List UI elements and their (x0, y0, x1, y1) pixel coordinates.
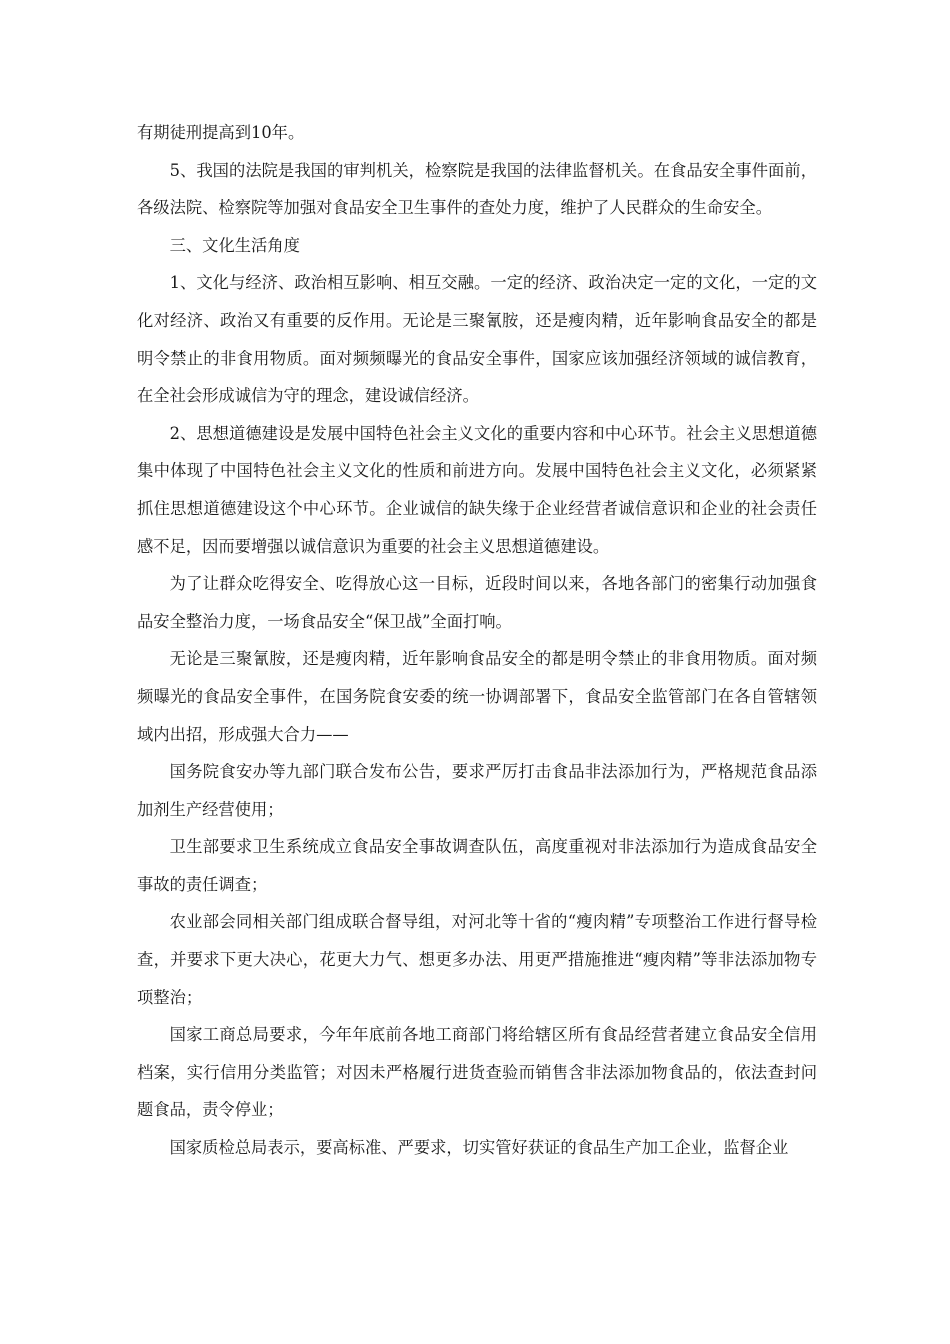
paragraph-10: 农业部会同相关部门组成联合督导组，对河北等十省的“瘦肉精”专项整治工作进行督导检查，并要求下更大决心，花更大力气、想更多办法、用更严措施推进“瘦肉精”等非法添加物专项整治； (137, 912, 817, 1007)
paragraph-2: 5、我国的法院是我国的审判机关，检察院是我国的法律监督机关。在食品安全事件面前，各级法院、检察院等加强对食品安全卫生事件的查处力度，维护了人民群众的生命安全。 (137, 160, 817, 218)
paragraph-1: 有期徒刑提高到10年。 (137, 123, 305, 142)
document-body (137, 114, 817, 1167)
paragraph-9: 卫生部要求卫生系统成立食品安全事故调查队伍，高度重视对非法添加行为造成食品安全事故的责任调查； (137, 837, 817, 894)
paragraph-11: 国家工商总局要求，今年年底前各地工商部门将给辖区所有食品经营者建立食品安全信用档案，实行信用分类监管；对因未严格履行进货查验而销售含非法添加物食品的，依法查封问题食品，责令停业； (137, 1025, 817, 1120)
paragraph-8: 国务院食安办等九部门联合发布公告，要求严厉打击食品非法添加行为，严格规范食品添加剂生产经营使用； (137, 762, 817, 819)
paragraph-7: 无论是三聚氰胺，还是瘦肉精，近年影响食品安全的都是明令禁止的非食用物质。面对频频曝光的食品安全事件，在国务院食安委的统一协调部署下，食品安全监管部门在各自管辖领域内出招，形成强大合力—— (137, 649, 817, 744)
paragraph-12: 国家质检总局表示，要高标准、严要求，切实管好获证的食品生产加工企业，监督企业 (169, 1138, 789, 1158)
paragraph-4: 1、文化与经济、政治相互影响、相互交融。一定的经济、政治决定一定的文化，一定的文化对经济、政治又有重要的反作用。无论是三聚氰胺，还是瘦肉精，近年影响食品安全的都是明令禁止的非食用物质。面对频频曝光的食品安全事件，国家应该加强经济领域的诚信教育，在全社会形成诚信为守的理念，建设诚信经济。 (137, 273, 817, 406)
paragraph-5: 2、思想道德建设是发展中国特色社会主义文化的重要内容和中心环节。社会主义思想道德集中体现了中国特色社会主义文化的性质和前进方向。发展中国特色社会主义文化，必须紧紧抓住思想道德建设这个中心环节。企业诚信的缺失缘于企业经营者诚信意识和企业的社会责任感不足，因而要增强以诚信意识为重要的社会主义思想道德建设。 (137, 423, 817, 556)
paragraph-6: 为了让群众吃得安全、吃得放心这一目标，近段时间以来，各地各部门的密集行动加强食品安全整治力度，一场食品安全“保卫战”全面打响。 (137, 574, 817, 631)
section-heading: 三、文化生活角度 (169, 235, 300, 255)
